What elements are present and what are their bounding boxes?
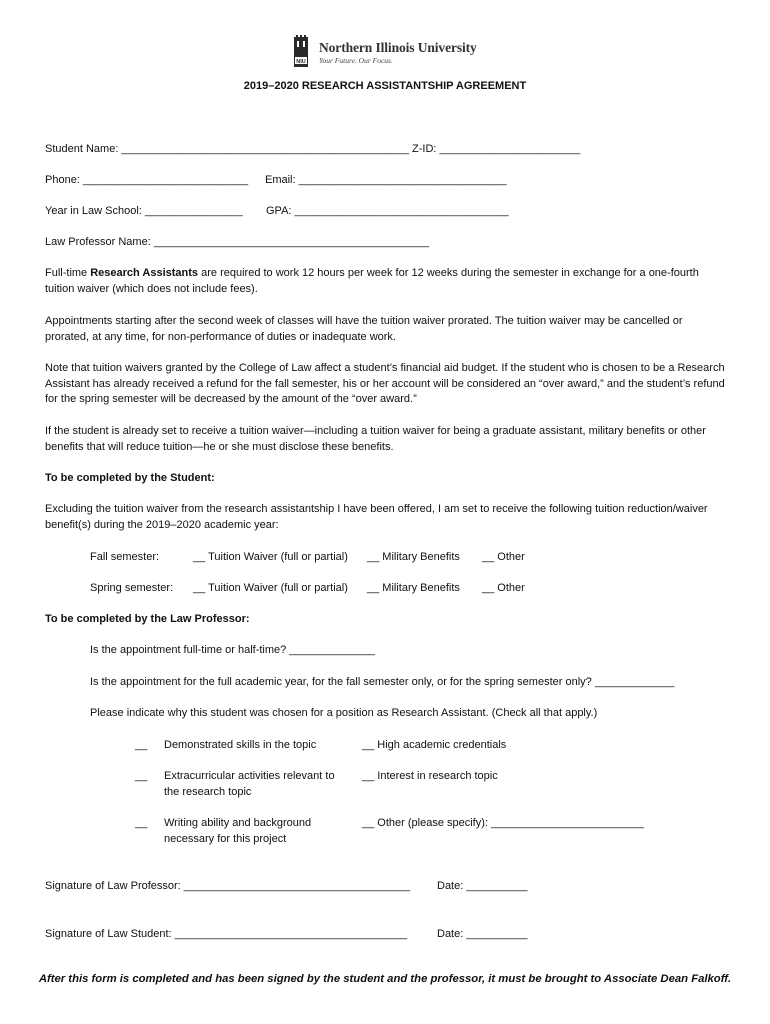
law-professor-name-field[interactable]: Law Professor Name: _____________________________________________ bbox=[45, 236, 430, 248]
email-field[interactable]: Email: __________________________________ bbox=[265, 174, 507, 186]
university-logo bbox=[291, 35, 491, 69]
gpa-field[interactable]: GPA: ___________________________________ bbox=[266, 205, 509, 217]
reason-writing-checkbox[interactable]: __ bbox=[135, 817, 148, 829]
university-tagline: Your Future. Our Focus. bbox=[319, 56, 393, 65]
document-title: 2019–2020 RESEARCH ASSISTANTSHIP AGREEMENT bbox=[243, 80, 527, 92]
student-section-intro: Excluding the tuition waiver from the research assistantship I have been offered, I am set to receive the following tuition reduction/waiver benefit(s) during the 2019–2020 academic year: bbox=[45, 503, 708, 531]
paragraph-full-time-requirement bbox=[45, 266, 725, 297]
reason-academic-option[interactable]: __ High academic credentials bbox=[362, 739, 507, 751]
niu-tower-icon bbox=[291, 35, 311, 69]
student-signature-field[interactable]: Signature of Law Student: ______________________________________ bbox=[45, 928, 408, 940]
appointment-time-question[interactable]: Is the appointment full-time or half-time? ______________ bbox=[90, 644, 375, 656]
university-name: Northern Illinois University bbox=[319, 40, 477, 55]
selection-reason-question: Please indicate why this student was chosen for a position as Research Assistant. (Check all that apply.) bbox=[90, 707, 598, 719]
reason-demonstrated-checkbox[interactable]: __ bbox=[135, 739, 148, 751]
paragraph-financial-aid: Note that tuition waivers granted by the College of Law affect a student’s financial aid budget. If the student who is chosen to be a Research Assistant has already received a refund for the fall semester, his or her account will be considered an “over award,” and the student’s refund for the spring semester will be decreased by the amount of the “over award.” bbox=[45, 362, 725, 405]
p1-bold: Research Assistants bbox=[90, 267, 199, 279]
paragraph-prorated: Appointments starting after the second week of classes will have the tuition waiver prorated. The tuition waiver may be cancelled or prorated, at any time, for non-performance of duties or inadequate work. bbox=[45, 315, 683, 343]
professor-signature-field[interactable]: Signature of Law Professor: _____________________________________ bbox=[45, 880, 411, 892]
fall-semester-label: Fall semester: bbox=[90, 551, 160, 563]
spring-military-benefits-option[interactable]: __ Military Benefits bbox=[367, 582, 460, 594]
p1-prefix: Full-time bbox=[45, 267, 91, 279]
student-name-field[interactable]: Student Name: _______________________________________________ Z-ID: _______________________ bbox=[45, 143, 581, 155]
professor-date-field[interactable]: Date: __________ bbox=[437, 880, 528, 892]
year-in-law-school-field[interactable]: Year in Law School: ________________ bbox=[45, 205, 243, 217]
fall-other-option[interactable]: __ Other bbox=[482, 551, 525, 563]
logo-mark-text: NIU bbox=[296, 59, 306, 65]
student-date-field[interactable]: Date: __________ bbox=[437, 928, 528, 940]
reason-writing-label: Writing ability and background necessary for this project bbox=[164, 817, 312, 845]
spring-tuition-waiver-option[interactable]: __ Tuition Waiver (full or partial) bbox=[193, 582, 348, 594]
spring-semester-label: Spring semester: bbox=[90, 582, 174, 594]
fall-tuition-waiver-option[interactable]: __ Tuition Waiver (full or partial) bbox=[193, 551, 348, 563]
reason-demonstrated-label: Demonstrated skills in the topic bbox=[164, 739, 317, 751]
professor-section-heading: To be completed by the Law Professor: bbox=[45, 613, 250, 625]
p1-rest: are required to work 12 hours per week for 12 weeks during the semester in exchange for a one-fourth tuition waiver (which does not include fees). bbox=[45, 267, 699, 295]
reason-extracurricular-checkbox[interactable]: __ bbox=[135, 770, 148, 782]
student-section-heading: To be completed by the Student: bbox=[45, 472, 215, 484]
spring-other-option[interactable]: __ Other bbox=[482, 582, 525, 594]
footer-instruction: After this form is completed and has been signed by the student and the professor, it must be brought to Associate Dean Falkoff. bbox=[38, 973, 732, 985]
appointment-period-question[interactable]: Is the appointment for the full academic year, for the fall semester only, or for the spring semester only? _____________ bbox=[90, 676, 675, 688]
paragraph-disclosure: If the student is already set to receive a tuition waiver—including a tuition waiver for being a graduate assistant, military benefits or other benefits that will reduce tuition—he or she must disclose these benefits. bbox=[45, 425, 706, 453]
phone-field[interactable]: Phone: ___________________________ bbox=[45, 174, 249, 186]
reason-extracurricular-label: Extracurricular activities relevant to the research topic bbox=[164, 770, 335, 798]
reason-interest-option[interactable]: __ Interest in research topic bbox=[362, 770, 498, 782]
fall-military-benefits-option[interactable]: __ Military Benefits bbox=[367, 551, 460, 563]
reason-other-option[interactable]: __ Other (please specify): _________________________ bbox=[362, 817, 644, 829]
